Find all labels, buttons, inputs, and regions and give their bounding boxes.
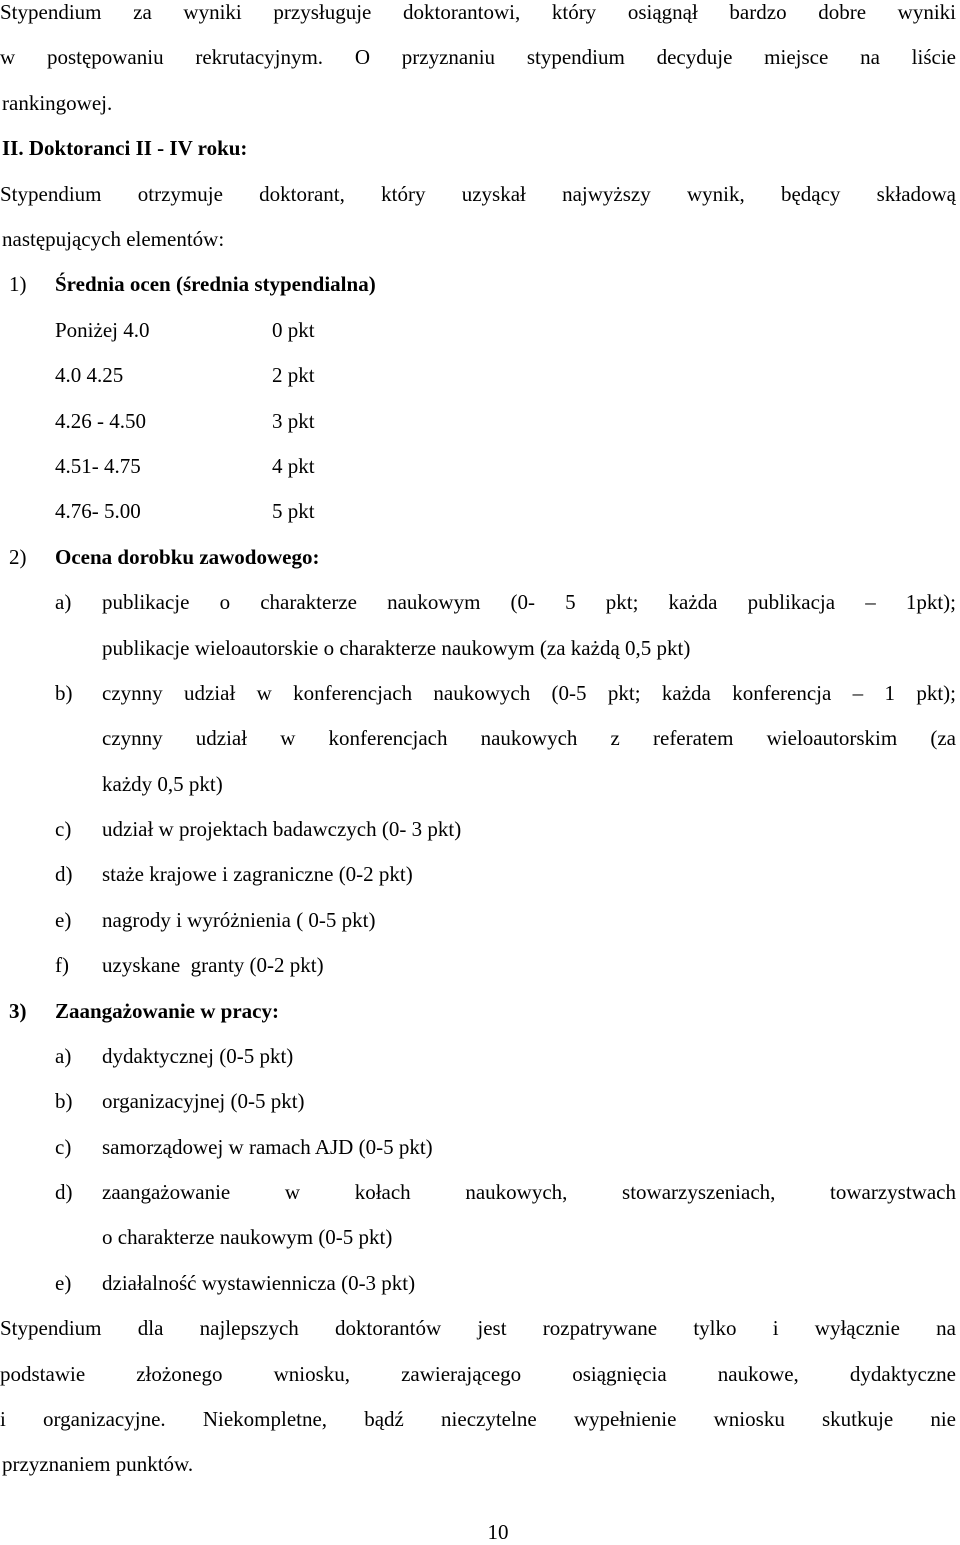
item-2-a-line-2: publikacje wieloautorskie o charakterze naukowym (za każdą 0,5 pkt) [102, 636, 691, 660]
grade-range: 4.76- 5.00 [55, 499, 141, 523]
intro-line-2: w postępowaniu rekrutacyjnym. O przyznaniu stypendium decyduje miejsce na liście [0, 45, 956, 69]
item-2-e-letter: e) [55, 908, 72, 932]
item-2-d-text: staże krajowe i zagraniczne (0-2 pkt) [102, 862, 413, 886]
grade-points: 5 pkt [272, 499, 315, 523]
grade-range: 4.51- 4.75 [55, 454, 141, 478]
item-2-b-line-3: każdy 0,5 pkt) [102, 772, 223, 796]
grade-range: Poniżej 4.0 [55, 318, 150, 342]
item-2-c-text: udział w projektach badawczych (0- 3 pkt) [102, 817, 462, 841]
item-3-c-text: samorządowej w ramach AJD (0-5 pkt) [102, 1135, 433, 1159]
section-heading: II. Doktoranci II - IV roku: [2, 136, 248, 160]
item-2-d-letter: d) [55, 862, 73, 886]
page-number: 10 [487, 1520, 509, 1544]
closing-line-2: podstawie złożonego wniosku, zawierającego osiągnięcia naukowe, dydaktyczne [0, 1362, 956, 1386]
item-2-number: 2) [9, 545, 27, 569]
item-3-a-letter: a) [55, 1044, 72, 1068]
item-3-d-letter: d) [55, 1180, 73, 1204]
item-1-title: Średnia ocen (średnia stypendialna) [55, 272, 376, 296]
item-2-c-letter: c) [55, 817, 72, 841]
closing-line-1: Stypendium dla najlepszych doktorantów jest rozpatrywane tylko i wyłącznie na [0, 1316, 956, 1340]
grade-points: 2 pkt [272, 363, 315, 387]
grade-points: 4 pkt [272, 454, 315, 478]
item-2-title: Ocena dorobku zawodowego: [55, 545, 320, 569]
grade-range: 4.0 4.25 [55, 363, 124, 387]
grade-points: 3 pkt [272, 409, 315, 433]
intro-line-3: rankingowej. [2, 91, 113, 115]
item-2-a-line-1: publikacje o charakterze naukowym (0- 5 pkt; każda publikacja – 1pkt); [102, 590, 956, 614]
grade-range: 4.26 - 4.50 [55, 409, 146, 433]
item-3-e-letter: e) [55, 1271, 72, 1295]
item-3-a-text: dydaktycznej (0-5 pkt) [102, 1044, 294, 1068]
item-3-e-text: działalność wystawiennicza (0-3 pkt) [102, 1271, 416, 1295]
item-3-b-letter: b) [55, 1089, 73, 1113]
section-lead-line-1: Stypendium otrzymuje doktorant, który uzyskał najwyższy wynik, będący składową [0, 182, 956, 206]
item-2-b-letter: b) [55, 681, 73, 705]
item-3-title: Zaangażowanie w pracy: [55, 999, 279, 1023]
item-2-a-letter: a) [55, 590, 72, 614]
item-2-f-letter: f) [55, 953, 69, 977]
item-2-e-text: nagrody i wyróżnienia ( 0-5 pkt) [102, 908, 376, 932]
closing-line-4: przyznaniem punktów. [2, 1452, 194, 1476]
item-2-b-line-2: czynny udział w konferencjach naukowych z referatem wieloautorskim (za [102, 726, 956, 750]
closing-line-3: i organizacyjne. Niekompletne, bądź nieczytelne wypełnienie wniosku skutkuje nie [0, 1407, 956, 1431]
item-3-b-text: organizacyjnej (0-5 pkt) [102, 1089, 305, 1113]
item-3-d-line-2: o charakterze naukowym (0-5 pkt) [102, 1225, 393, 1249]
item-3-number: 3) [9, 999, 27, 1023]
item-3-d-line-1: zaangażowanie w kołach naukowych, stowarzyszeniach, towarzystwach [102, 1180, 956, 1204]
item-2-b-line-1: czynny udział w konferencjach naukowych (0-5 pkt; każda konferencja – 1 pkt); [102, 681, 956, 705]
item-2-f-text: uzyskane granty (0-2 pkt) [102, 953, 324, 977]
item-3-c-letter: c) [55, 1135, 72, 1159]
item-1-number: 1) [9, 272, 27, 296]
grade-points: 0 pkt [272, 318, 315, 342]
intro-line-1: Stypendium za wyniki przysługuje doktorantowi, który osiągnął bardzo dobre wyniki [0, 0, 956, 24]
section-lead-line-2: następujących elementów: [2, 227, 225, 251]
